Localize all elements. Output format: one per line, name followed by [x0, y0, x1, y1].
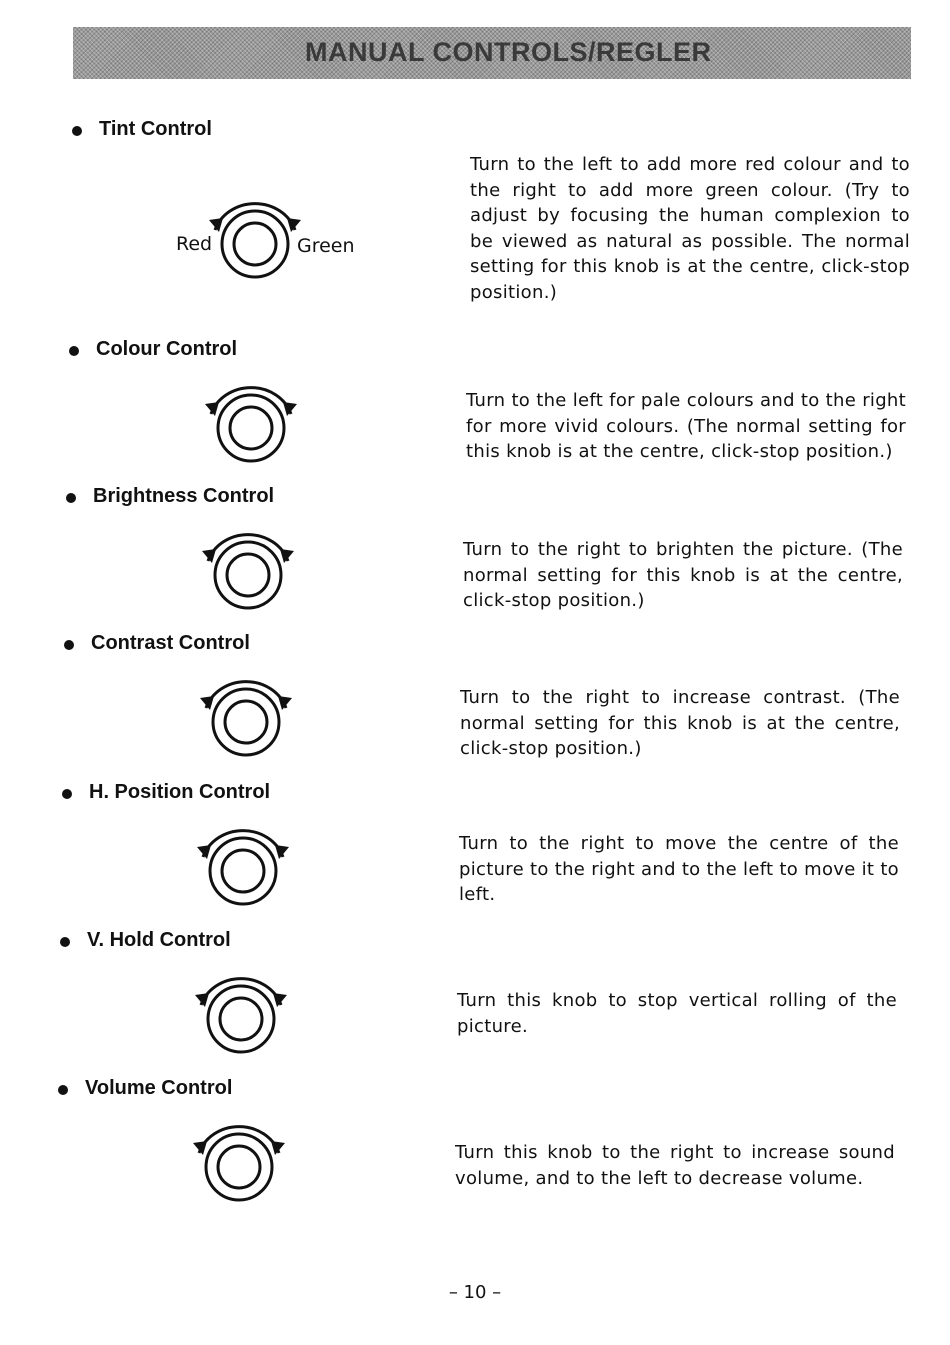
control-heading: Contrast Control [91, 632, 250, 654]
bullet-icon [72, 126, 82, 136]
page-number: – 10 – [448, 1282, 502, 1303]
brightness-control-section [0, 485, 950, 632]
colour-control-section [0, 338, 950, 485]
knob-icon [196, 668, 296, 758]
control-description: Turn to the left to add more red colour and to the right to add more green colour. (Try to adjust by focusing the human complexion to be viewed as natural as possible. The normal setting for this knob is at the centre, click-stop position.) [470, 154, 910, 303]
control-heading: Brightness Control [93, 485, 275, 507]
tint-control-section [0, 118, 950, 303]
control-description: Turn this knob to stop vertical rolling of the picture. [457, 990, 897, 1037]
control-description: Turn to the left for pale colours and to the right for more vivid colours. (The normal setting for this knob is at the centre, click-stop position.) [466, 390, 906, 462]
control-heading: H. Position Control [89, 781, 271, 803]
knob-icon [201, 374, 301, 464]
bullet-icon [69, 346, 79, 356]
bullet-icon [66, 493, 76, 503]
control-description: Turn to the right to brighten the picture. (The normal setting for this knob is at the centre, click-stop position.) [463, 539, 903, 611]
knob-icon [191, 965, 291, 1055]
knob-icon [193, 817, 293, 907]
volume-control-section [0, 1077, 950, 1224]
knob-icon [189, 1113, 289, 1203]
control-description: Turn to the right to move the centre of the picture to the right and to the left to move it to left. [459, 833, 899, 905]
control-heading: Volume Control [85, 1077, 233, 1099]
bullet-icon [58, 1085, 68, 1095]
contrast-control-section [0, 632, 950, 779]
v-hold-control-section [0, 929, 950, 1076]
bullet-icon [62, 789, 72, 799]
knob-icon [198, 521, 298, 611]
control-description: Turn this knob to the right to increase sound volume, and to the left to decrease volume. [455, 1142, 895, 1189]
control-description: Turn to the right to increase contrast. (The normal setting for this knob is at the centre, click-stop position.) [460, 687, 900, 759]
bullet-icon [64, 640, 74, 650]
control-heading: Tint Control [99, 118, 212, 140]
h-position-control-section [0, 781, 950, 928]
control-heading: V. Hold Control [87, 929, 231, 951]
page-title: MANUAL CONTROLS/REGLER [305, 37, 712, 67]
section-banner [73, 27, 911, 79]
knob-right-label: Green [297, 235, 355, 257]
bullet-icon [60, 937, 70, 947]
knob-icon [205, 190, 305, 280]
knob-left-label: Red [176, 233, 213, 255]
control-heading: Colour Control [96, 338, 238, 360]
